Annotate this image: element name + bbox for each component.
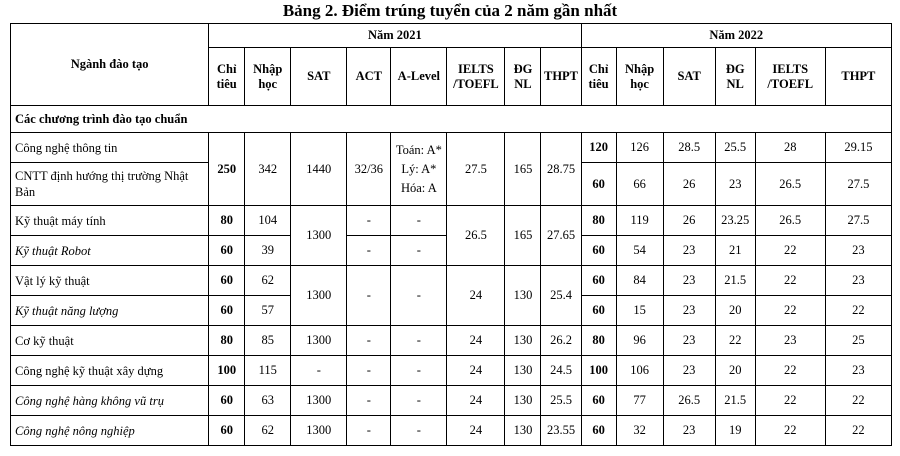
cell-ielts-2022: 22 (755, 236, 825, 266)
cell-act-2021: - (347, 416, 391, 446)
cell-thpt-2021: 24.5 (541, 356, 581, 386)
cell-nhap-hoc-2021: 63 (245, 386, 291, 416)
cell-ielts-2022: 22 (755, 266, 825, 296)
cell-nhap-hoc-2021: 104 (245, 206, 291, 236)
cell-nhap-hoc-2022: 126 (616, 133, 663, 163)
cell-ielts-2022: 26.5 (755, 163, 825, 206)
cell-thpt-2022: 22 (825, 386, 891, 416)
cell-chi-tieu-2022: 100 (581, 356, 616, 386)
cell-chi-tieu-2021: 60 (209, 296, 245, 326)
cell-dgnl-2021: 165 (505, 133, 541, 206)
cell-ielts-2022: 22 (755, 416, 825, 446)
cell-dgnl-2022: 25.5 (715, 133, 755, 163)
cell-ielts-2021: 27.5 (447, 133, 505, 206)
cell-nhap-hoc-2022: 66 (616, 163, 663, 206)
cell-act-2021: - (347, 206, 391, 236)
cell-nhap-hoc-2022: 106 (616, 356, 663, 386)
cell-ielts-2022: 22 (755, 296, 825, 326)
program-name: Công nghệ nông nghiệp (11, 416, 209, 446)
cell-act-2021: - (347, 386, 391, 416)
cell-alevel-2021: - (391, 206, 447, 236)
cell-ielts-2022: 23 (755, 326, 825, 356)
cell-dgnl-2021: 130 (505, 386, 541, 416)
header-chi-tieu-2021: Chỉ tiêu (209, 48, 245, 106)
cell-ielts-2021: 24 (447, 266, 505, 326)
cell-thpt-2022: 22 (825, 416, 891, 446)
header-sat-2021: SAT (291, 48, 347, 106)
cell-dgnl-2021: 130 (505, 416, 541, 446)
program-name: Công nghệ hàng không vũ trụ (11, 386, 209, 416)
table-row (11, 386, 892, 416)
cell-chi-tieu-2021: 60 (209, 386, 245, 416)
cell-thpt-2022: 23 (825, 266, 891, 296)
cell-chi-tieu-2022: 60 (581, 296, 616, 326)
cell-nhap-hoc-2021: 342 (245, 133, 291, 206)
cell-chi-tieu-2021: 60 (209, 236, 245, 266)
cell-alevel-2021: Toán: A* Lý: A* Hóa: A (391, 133, 447, 206)
cell-chi-tieu-2022: 80 (581, 206, 616, 236)
cell-act-2021: - (347, 266, 391, 326)
cell-nhap-hoc-2022: 32 (616, 416, 663, 446)
cell-ielts-2022: 22 (755, 356, 825, 386)
cell-act-2021: 32/36 (347, 133, 391, 206)
cell-chi-tieu-2021: 80 (209, 326, 245, 356)
cell-sat-2022: 26 (663, 163, 715, 206)
cell-dgnl-2022: 22 (715, 326, 755, 356)
cell-chi-tieu-2021: 60 (209, 266, 245, 296)
cell-alevel-2021: - (391, 416, 447, 446)
program-name: Kỹ thuật máy tính (11, 206, 209, 236)
cell-nhap-hoc-2021: 62 (245, 266, 291, 296)
cell-chi-tieu-2021: 250 (209, 133, 245, 206)
cell-alevel-2021: - (391, 386, 447, 416)
cell-sat-2021: 1300 (291, 386, 347, 416)
cell-thpt-2022: 27.5 (825, 163, 891, 206)
header-dgnl-2022: ĐG NL (715, 48, 755, 106)
header-sat-2022: SAT (663, 48, 715, 106)
cell-thpt-2022: 25 (825, 326, 891, 356)
cell-nhap-hoc-2022: 96 (616, 326, 663, 356)
cell-alevel-2021: - (391, 356, 447, 386)
header-thpt-2022: THPT (825, 48, 891, 106)
cell-nhap-hoc-2022: 119 (616, 206, 663, 236)
cell-dgnl-2021: 130 (505, 356, 541, 386)
cell-chi-tieu-2021: 80 (209, 206, 245, 236)
cell-ielts-2022: 26.5 (755, 206, 825, 236)
cell-sat-2022: 23 (663, 296, 715, 326)
program-name: Cơ kỹ thuật (11, 326, 209, 356)
header-ielts-2022: IELTS /TOEFL (755, 48, 825, 106)
cell-ielts-2021: 26.5 (447, 206, 505, 266)
cell-thpt-2021: 25.5 (541, 386, 581, 416)
table-row (11, 206, 892, 236)
cell-thpt-2022: 23 (825, 356, 891, 386)
cell-thpt-2022: 22 (825, 296, 891, 326)
cell-alevel-2021: - (391, 266, 447, 326)
header-year-2022: Năm 2022 (581, 24, 891, 48)
cell-alevel-2021: - (391, 236, 447, 266)
cell-sat-2021: 1300 (291, 416, 347, 446)
cell-sat-2022: 23 (663, 356, 715, 386)
cell-chi-tieu-2022: 60 (581, 416, 616, 446)
table-title: Bảng 2. Điểm trúng tuyển của 2 năm gần nhất (282, 1, 618, 20)
cell-alevel-2021: - (391, 326, 447, 356)
cell-dgnl-2022: 21 (715, 236, 755, 266)
cell-thpt-2021: 27.65 (541, 206, 581, 266)
cell-dgnl-2021: 130 (505, 326, 541, 356)
cell-nhap-hoc-2022: 54 (616, 236, 663, 266)
cell-act-2021: - (347, 356, 391, 386)
cell-sat-2022: 26 (663, 206, 715, 236)
program-name: Công nghệ thông tin (11, 133, 209, 163)
cell-dgnl-2022: 21.5 (715, 266, 755, 296)
cell-sat-2021: 1300 (291, 266, 347, 326)
cell-chi-tieu-2022: 60 (581, 236, 616, 266)
cell-thpt-2022: 29.15 (825, 133, 891, 163)
cell-thpt-2021: 28.75 (541, 133, 581, 206)
cell-dgnl-2022: 19 (715, 416, 755, 446)
cell-sat-2022: 23 (663, 236, 715, 266)
cell-nhap-hoc-2021: 115 (245, 356, 291, 386)
cell-nhap-hoc-2021: 62 (245, 416, 291, 446)
cell-nhap-hoc-2021: 85 (245, 326, 291, 356)
header-thpt-2021: THPT (541, 48, 581, 106)
cell-nhap-hoc-2022: 77 (616, 386, 663, 416)
header-dgnl-2021: ĐG NL (505, 48, 541, 106)
cell-sat-2021: - (291, 356, 347, 386)
cell-dgnl-2021: 165 (505, 206, 541, 266)
cell-ielts-2022: 28 (755, 133, 825, 163)
cell-nhap-hoc-2022: 15 (616, 296, 663, 326)
header-chi-tieu-2022: Chỉ tiêu (581, 48, 616, 106)
header-program: Ngành đào tạo (11, 24, 209, 106)
cell-thpt-2021: 26.2 (541, 326, 581, 356)
cell-chi-tieu-2022: 60 (581, 163, 616, 206)
cell-sat-2022: 26.5 (663, 386, 715, 416)
cell-chi-tieu-2021: 60 (209, 416, 245, 446)
cell-chi-tieu-2022: 80 (581, 326, 616, 356)
cell-thpt-2021: 23.55 (541, 416, 581, 446)
cell-sat-2022: 28.5 (663, 133, 715, 163)
cell-nhap-hoc-2021: 57 (245, 296, 291, 326)
cell-dgnl-2021: 130 (505, 266, 541, 326)
header-act-2021: ACT (347, 48, 391, 106)
header-ielts-2021: IELTS /TOEFL (447, 48, 505, 106)
header-nhap-hoc-2022: Nhập học (616, 48, 663, 106)
cell-sat-2021: 1300 (291, 326, 347, 356)
cell-sat-2022: 23 (663, 326, 715, 356)
cell-ielts-2022: 22 (755, 386, 825, 416)
cell-sat-2022: 23 (663, 416, 715, 446)
cell-thpt-2022: 23 (825, 236, 891, 266)
cell-ielts-2021: 24 (447, 416, 505, 446)
program-name: Vật lý kỹ thuật (11, 266, 209, 296)
cell-chi-tieu-2022: 120 (581, 133, 616, 163)
cell-chi-tieu-2022: 60 (581, 266, 616, 296)
header-nhap-hoc-2021: Nhập học (245, 48, 291, 106)
cell-chi-tieu-2021: 100 (209, 356, 245, 386)
cell-dgnl-2022: 20 (715, 296, 755, 326)
cell-sat-2022: 23 (663, 266, 715, 296)
cell-ielts-2021: 24 (447, 356, 505, 386)
cell-dgnl-2022: 23.25 (715, 206, 755, 236)
cell-thpt-2021: 25.4 (541, 266, 581, 326)
cell-dgnl-2022: 20 (715, 356, 755, 386)
section-heading: Các chương trình đào tạo chuẩn (11, 106, 892, 133)
cell-thpt-2022: 27.5 (825, 206, 891, 236)
table-row (11, 416, 892, 446)
cell-sat-2021: 1440 (291, 133, 347, 206)
cell-act-2021: - (347, 326, 391, 356)
cell-chi-tieu-2022: 60 (581, 386, 616, 416)
cell-dgnl-2022: 23 (715, 163, 755, 206)
table-row (11, 326, 892, 356)
cell-ielts-2021: 24 (447, 326, 505, 356)
cell-act-2021: - (347, 236, 391, 266)
cell-ielts-2021: 24 (447, 386, 505, 416)
table-row (11, 133, 892, 163)
cell-nhap-hoc-2021: 39 (245, 236, 291, 266)
program-name: Công nghệ kỹ thuật xây dựng (11, 356, 209, 386)
admission-scores-table (10, 23, 892, 446)
program-name: CNTT định hướng thị trường Nhật Bản (11, 163, 209, 206)
cell-sat-2021: 1300 (291, 206, 347, 266)
header-year-2021: Năm 2021 (209, 24, 581, 48)
cell-nhap-hoc-2022: 84 (616, 266, 663, 296)
table-row (11, 356, 892, 386)
header-alevel-2021: A-Level (391, 48, 447, 106)
program-name: Kỹ thuật năng lượng (11, 296, 209, 326)
table-row (11, 266, 892, 296)
cell-dgnl-2022: 21.5 (715, 386, 755, 416)
program-name: Kỹ thuật Robot (11, 236, 209, 266)
